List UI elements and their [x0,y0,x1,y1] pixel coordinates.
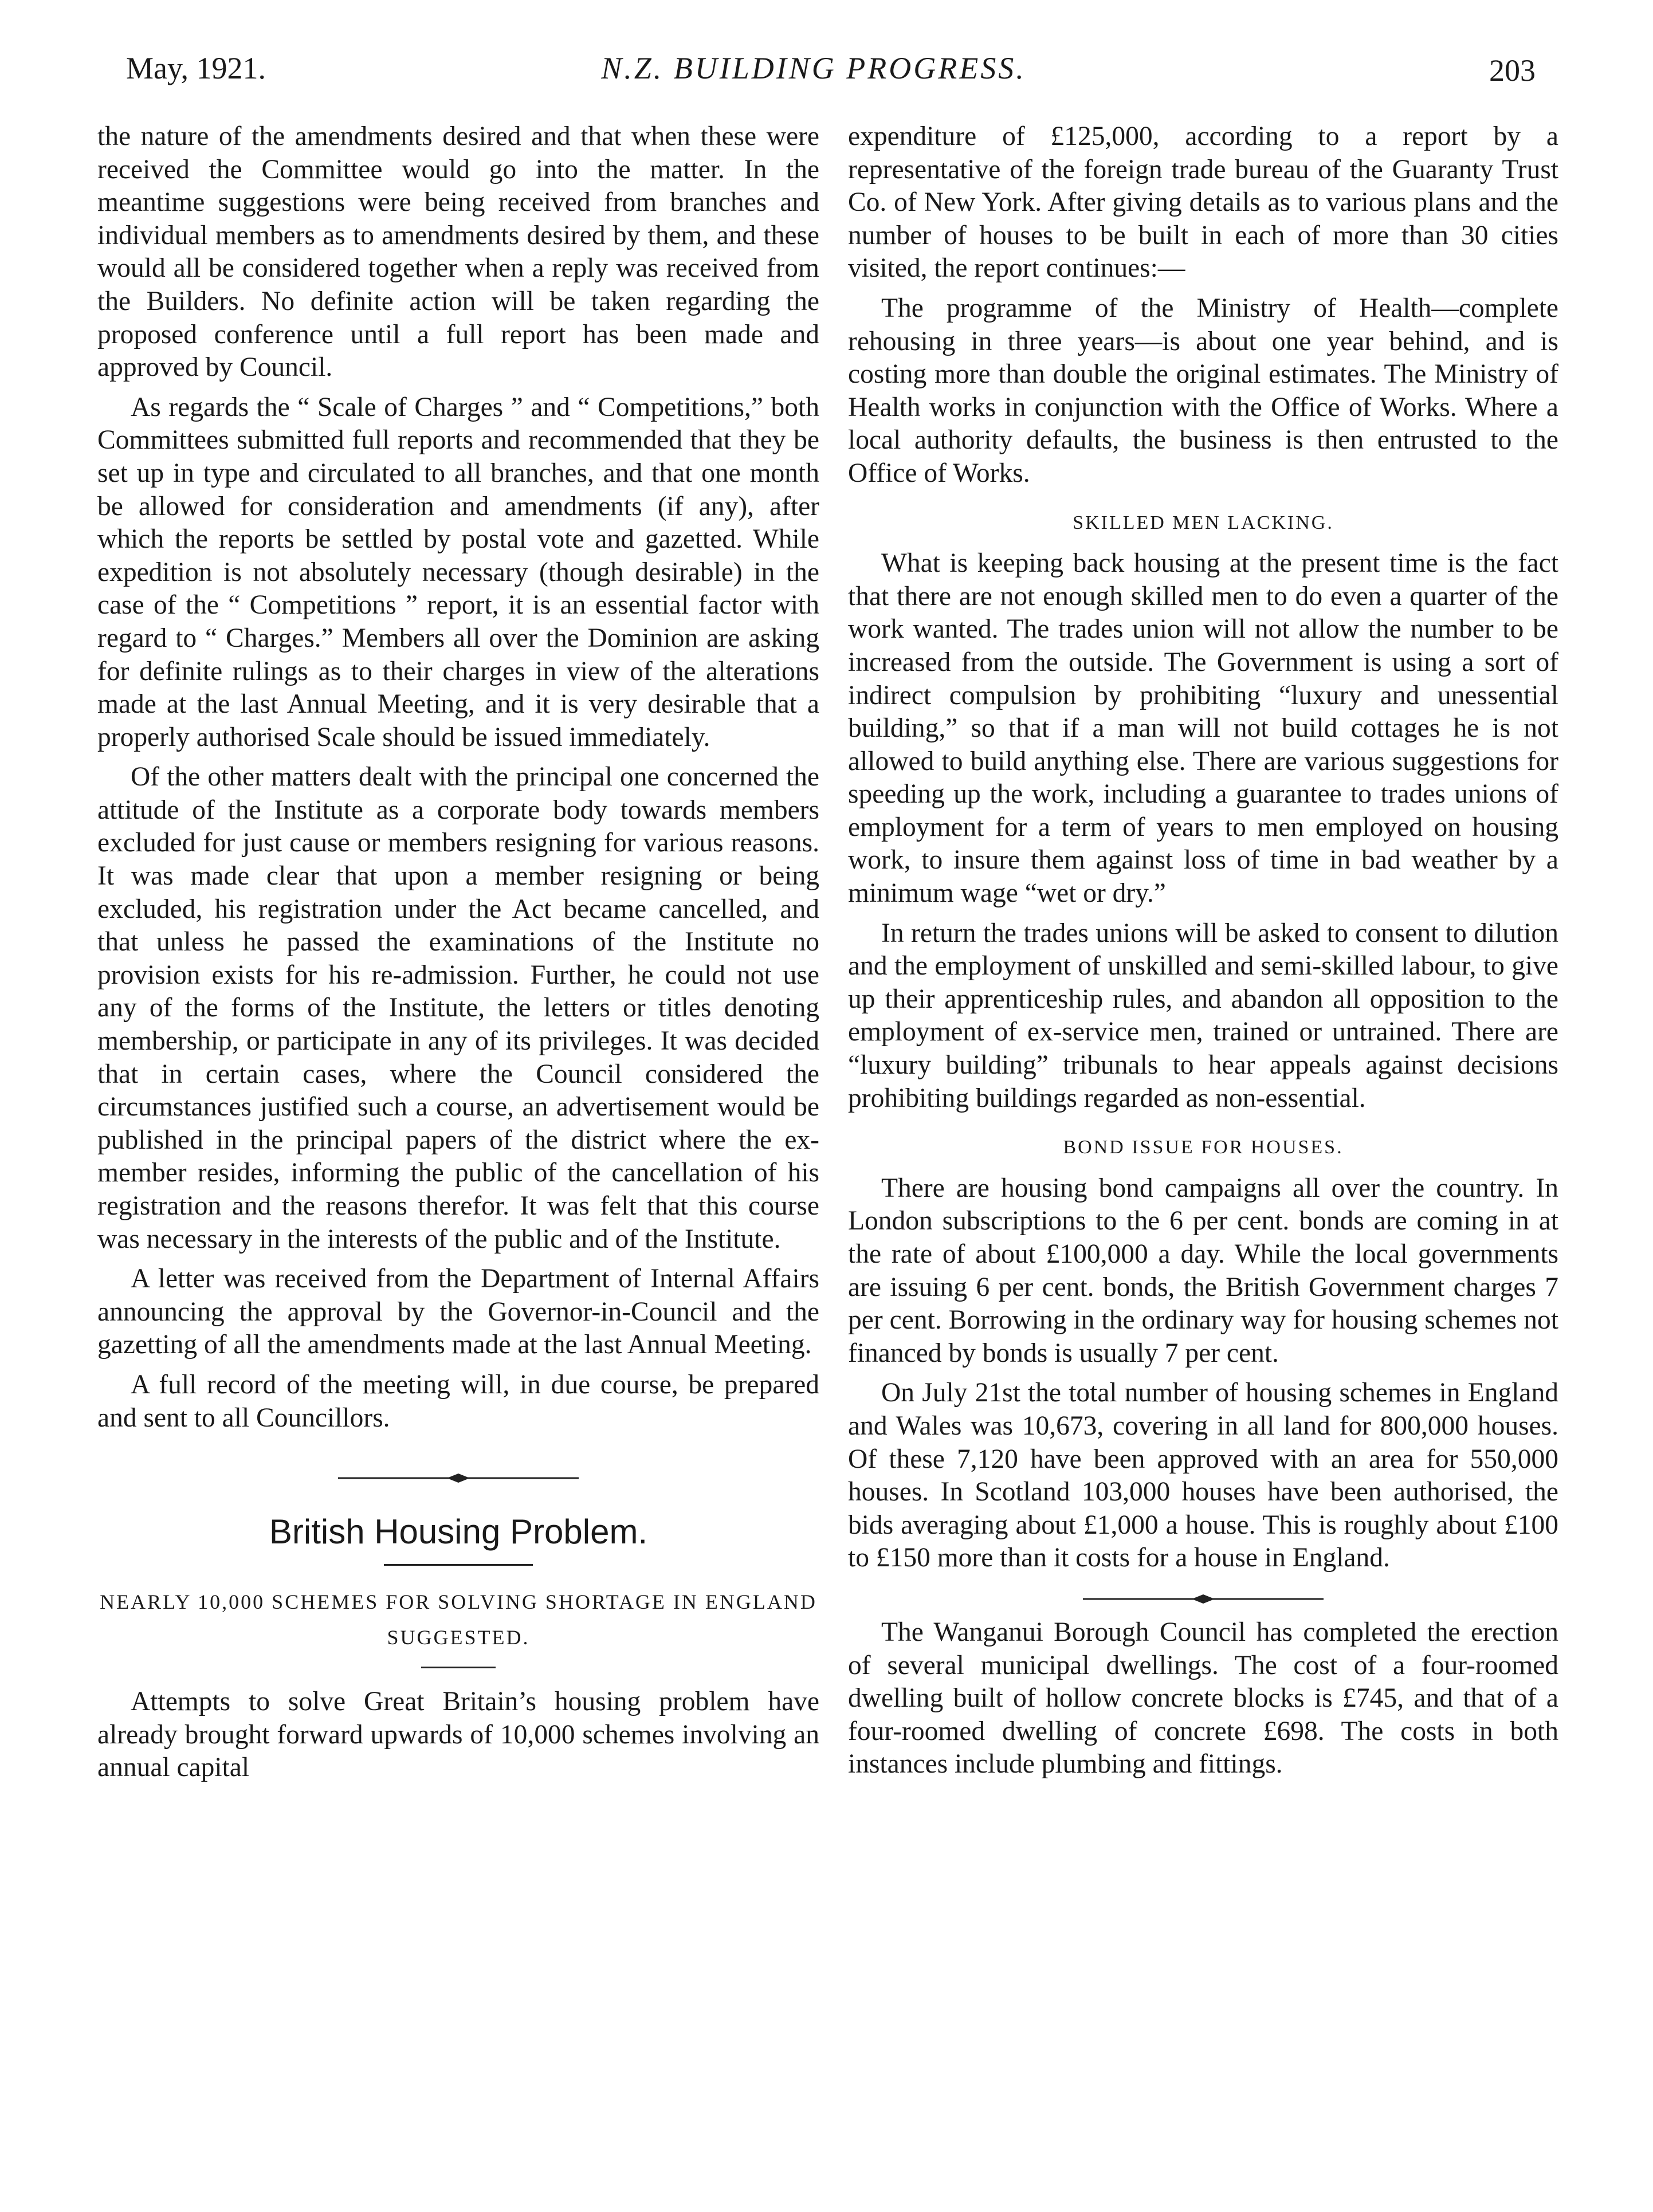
paragraph: A letter was received from the Department of Internal Affairs announcing the approval by the Governor-in-Council and the gazetting of all the amendments made at the last Annual Meeting. [97,1264,819,1360]
running-header [92,50,1536,96]
paragraph: What is keeping back housing at the present time is the fact that there are not enough skilled men to do even a quarter of the work wanted. The trades union will not allow the number to be increased from the outside. The Government is using a sort of indirect compulsion by prohibiting “luxury and unessential building,” so that if a man will not build cottages he is not allowed to build anything else. There are various suggestions for speeding up the work, including a guarantee to trades unions of employment for a term of years to men employed on housing work, to insure them against loss of time in bad weather by a minimum wage “wet or dry.” [848,548,1558,909]
paragraph: Of the other matters dealt with the principal one concerned the attitude of the Institute as a corporate body towards members excluded for just cause or members resigning for various reasons. It was made clear that upon a member resigning or being excluded, his registration under the Act became cancelled, and that unless he passed the examinations of the Institute no provision exists for his re-admission. Further, he could not use any of the forms of the Institute, the letters or titles denoting membership, or participate in any of its privileges. It was decided that in certain cases, where the Council considered the circumstances justified such a course, an advertisement would be published in the principal papers of the district where the ex-member resides, informing the public of the cancellation of his registration and the reasons therefor. It was felt that this course was necessary in the interests of the public and of the Institute. [97,762,819,1254]
paragraph: As regards the “ Scale of Charges ” and “ Competitions,” both Committees submitted full reports and recommended that they be set up in type and circulated to all branches, and that one month be allowed for consideration and amendments (if any), after which the reports be settled by postal vote and gazetted. While expedition is not absolutely necessary (though desirable) in the case of the “ Competitions ” report, it is an essential factor with regard to “ Charges.” Members all over the Dominion are asking for definite rulings as to their charges in view of the alterations made at the last Annual Meeting, and it is very desirable that a properly authorised Scale should be issued immediately. [97,392,819,752]
paragraph: On July 21st the total number of housing schemes in England and Wales was 10,673, covering in all land for 800,000 houses. Of these 7,120 have been approved with an area for 550,000 houses. In Scotland 103,000 houses have been authorised, the bids averaging about £1,000 a house. This is roughly about £100 to £150 more than it costs for a house in England. [848,1378,1558,1573]
issue-date: May, 1921. [126,51,266,85]
article-title: British Housing Problem. [269,1512,648,1551]
section-heading: BOND ISSUE FOR HOUSES. [1063,1137,1344,1158]
title-rule [384,1564,533,1566]
article-subtitle: NEARLY 10,000 SCHEMES FOR SOLVING SHORTAGE IN ENGLAND SUGGESTED. [100,1590,817,1649]
subtitle-rule [421,1667,496,1668]
paragraph: The Wanganui Borough Council has completed the erection of several municipal dwellings. The cost of a four-roomed dwelling built of hollow concrete blocks is £745, and that of a four-roomed dwelling of concrete £698. The costs in both instances include plumbing and fittings. [848,1617,1558,1779]
right-column [848,120,1558,1788]
paragraph: the nature of the amendments desired and that when these were received the Committee would go into the matter. In the meantime suggestions were being received from branches and individual members as to amendments desired by them, and these would all be considered together when a reply was received from the Builders. No definite action will be taken regarding the proposed conference until a full report has been made and approved by Council. [97,121,819,383]
page-number: 203 [1489,53,1536,88]
section-divider-ornament [1083,1592,1324,1606]
paragraph: Attempts to solve Great Britain’s housing problem have already brought forward upwards of 10,000 schemes involving an annual capital [97,1687,819,1783]
paragraph: In return the trades unions will be asked to consent to dilution and the employment of unskilled and semi-skilled labour, to give up their apprenticeship rules, and abandon all opposition to the employment of ex-service men, trained or untrained. There are “luxury building” tribunals to hear appeals against decisions prohibiting buildings regarded as non-essential. [848,918,1558,1113]
section-heading: SKILLED MEN LACKING. [1073,512,1334,533]
journal-title: N.Z. BUILDING PROGRESS. [601,51,1026,85]
paragraph: expenditure of £125,000, according to a report by a representative of the foreign trade bureau of the Guaranty Trust Co. of New York. After giving details as to various plans and the number of houses to be built in each of more than 30 cities visited, the report continues:— [848,121,1558,284]
paragraph: The programme of the Ministry of Health—complete rehousing in three years—is about one year behind, and is costing more than double the original estimates. The Ministry of Health works in conjunction with the Office of Works. Where a local authority defaults, the business is then entrusted to the Office of Works. [848,293,1558,488]
section-divider-ornament [338,1471,579,1485]
paragraph: There are housing bond campaigns all over the country. In London subscriptions to the 6 per cent. bonds are coming in at the rate of about £100,000 a day. While the local governments are issuing 6 per cent. bonds, the British Government charges 7 per cent. Borrowing in the ordinary way for housing schemes not financed by bonds is usually 7 per cent. [848,1173,1558,1368]
paragraph: A full record of the meeting will, in due course, be prepared and sent to all Councillors. [97,1369,819,1433]
left-column [97,120,819,1791]
